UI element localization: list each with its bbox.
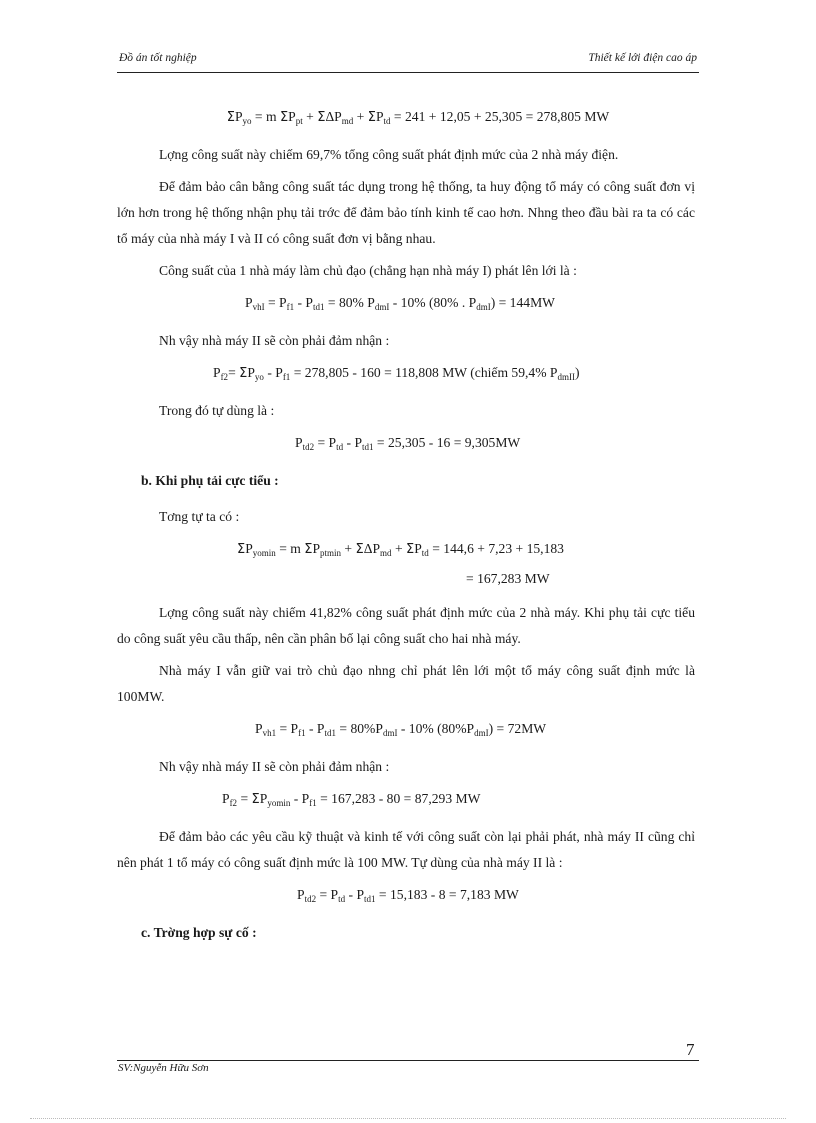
paragraph: Lợng công suất này chiếm 69,7% tổng công suất phát định mức của 2 nhà máy điện. bbox=[159, 147, 619, 162]
page-edge-dotted-line bbox=[30, 1118, 786, 1119]
equation-plant1-min: $P_{vh1} = P_{f1} - P_{td1} = 80\%P_{dmI} - 10\%$ $(80\%P_{dmI}) = 72MW$ bbox=[255, 721, 547, 738]
equation-min-load-result: = 167,283 MW bbox=[466, 571, 550, 586]
paragraph: Lợng công suất này chiếm 41,82% công suất phát định mức của 2 nhà máy. Khi phụ tải cực tiểu do công suất yêu cầu thấp, nên cần phân bố lại công suất cho hai nhà máy. bbox=[117, 605, 695, 646]
section-heading-c: c. Trờng hợp sự cố : bbox=[141, 925, 257, 940]
page-number: 7 bbox=[686, 1040, 695, 1059]
header-right-text: Thiết kế lới điện cao áp bbox=[588, 52, 697, 64]
equation-plant2-min: $P_{f2} = \Sigma P_{yomin} - P_{f1} = 167,283 - 80 = 87,293$ MW bbox=[222, 791, 481, 808]
equation-plant2-output: $P_{f2}= \Sigma P_{yo} - P_{f1} = 278,805 - 160 = 118,808$ MW (chiếm 59,4% $P_{dmII}$) bbox=[213, 365, 580, 382]
paragraph: Trong đó tự dùng là : bbox=[159, 403, 275, 418]
paragraph: Nh vậy nhà máy II sẽ còn phải đảm nhận : bbox=[159, 759, 390, 774]
footer-author: SV:Nguyễn Hữu Sơn bbox=[118, 1062, 209, 1074]
footer-divider bbox=[117, 1060, 699, 1061]
paragraph: Để đảm bảo cân bằng công suất tác dụng trong hệ thống, ta huy động tổ máy có công suất đơn vị lớn hơn trong hệ thống nhận phụ tải trớc để đảm bảo tính kinh tế cao hơn. Nhng theo đầu bài ra ta có các tổ máy của nhà máy I và II có công suất đơn vị bằng nhau. bbox=[117, 179, 695, 246]
section-heading-b: b. Khi phụ tải cực tiểu : bbox=[141, 473, 279, 488]
equation-min-load: $\Sigma P_{yomin} = m$ $\Sigma P_{ptmin} + \Sigma\Delta P_{md} + \Sigma P_{td} = 144,6 + 7,23 + 15,183$ bbox=[237, 541, 564, 558]
header-left-text: Đồ án tốt nghiệp bbox=[119, 52, 197, 64]
page-header bbox=[117, 50, 699, 73]
equation-self-use: $P_{td2} = P_{td} - P_{td1} = 25,305 - 16 = 9,305MW$ bbox=[295, 435, 521, 452]
equation-total-load: $\Sigma P_{yo} = m$ $\Sigma P_{pt} + \Sigma\Delta P_{md} + \Sigma P_{td} = 241 + 12,05 + 25,305 = 278,805$ MW bbox=[226, 109, 610, 126]
paragraph: Tơng tự ta có : bbox=[159, 509, 240, 524]
paragraph: Nh vậy nhà máy II sẽ còn phải đảm nhận : bbox=[159, 333, 390, 348]
equation-self-use-min: $P_{td2} = P_{td} - P_{td1} = 15,183 - 8 = 7,183$ MW bbox=[297, 887, 519, 904]
paragraph: Công suất của 1 nhà máy làm chủ đạo (chẳng hạn nhà máy I) phát lên lới là : bbox=[159, 263, 577, 278]
paragraph: Để đảm bảo các yêu cầu kỹ thuật và kinh tế với công suất còn lại phải phát, nhà máy II cũng chỉ nên phát 1 tổ máy có công suất định mức là 100 MW. Tự dùng của nhà máy II là : bbox=[117, 829, 695, 870]
equation-plant1-output: $P_{vhI} = P_{f1} - P_{td1} = 80\%$ $P_{dmI} - 10\%$ (80% . $P_{dmI}) = 144MW$ bbox=[245, 295, 555, 312]
paragraph: Nhà máy I vẫn giữ vai trò chủ đạo nhng chỉ phát lên lới một tổ máy công suất định mức là 100MW. bbox=[117, 663, 695, 704]
page-content bbox=[117, 104, 695, 956]
